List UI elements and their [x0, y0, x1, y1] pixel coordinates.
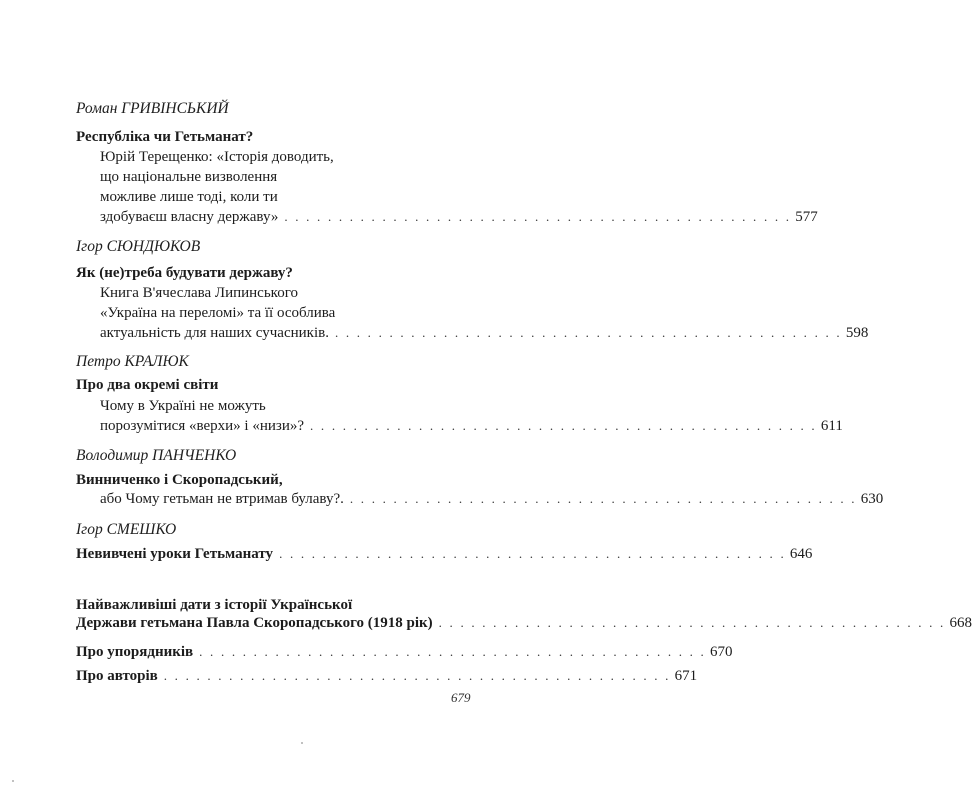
- page-number: 598: [845, 325, 869, 341]
- leader-dots: . . . . . . . . . . . . . . . . . . . . . . . . . . . . . . . . . . . . . . . . . . . . . . .: [284, 209, 792, 224]
- page-number: 630: [860, 491, 884, 507]
- essay-title: Як (не)треба будувати державу?: [76, 265, 293, 281]
- scan-speck: [12, 780, 14, 782]
- author-name: Ігор СЮНДЮКОВ: [76, 238, 201, 255]
- essay-title: Республіка чи Гетьманат?: [76, 129, 254, 145]
- toc-entry-authors[interactable]: [76, 667, 698, 685]
- toc-entry-compilers[interactable]: [76, 643, 733, 661]
- leader-dots: . . . . . . . . . . . . . . . . . . . . . . . . . . . . . . . . . . . . . . . . . . . . . . .: [163, 668, 671, 683]
- scan-speck: [301, 742, 303, 744]
- essay-subtitle-line: що національне визволення: [100, 169, 278, 185]
- toc-entry[interactable]: [100, 417, 843, 435]
- essay-subtitle-last-line: актуальність для наших сучасників.: [100, 325, 329, 341]
- essay-subtitle-last-line: здобуваєш власну державу»: [100, 209, 279, 225]
- author-name: Роман ГРИВІНСЬКИЙ: [76, 100, 229, 117]
- page-number: 671: [674, 668, 698, 684]
- compilers-title: Про упорядників: [76, 644, 194, 660]
- essay-subtitle-last-line: або Чому гетьман не втримав булаву?.: [100, 491, 344, 507]
- author-name: Володимир ПАНЧЕНКО: [76, 447, 237, 464]
- essay-subtitle-line: Юрій Терещенко: «Історія доводить,: [100, 149, 334, 165]
- appendix-title-line: Найважливіші дати з історії Української: [76, 597, 353, 613]
- leader-dots: . . . . . . . . . . . . . . . . . . . . . . . . . . . . . . . . . . . . . . . . . . . . . . .: [279, 546, 786, 561]
- essay-subtitle-line: Книга В'ячеслава Липинського: [100, 285, 298, 301]
- leader-dots: . . . . . . . . . . . . . . . . . . . . . . . . . . . . . . . . . . . . . . . . . . . . . . .: [334, 325, 842, 340]
- toc-entry[interactable]: [100, 490, 884, 508]
- essay-title: Про два окремі світи: [76, 377, 219, 393]
- toc-entry-appendix[interactable]: [76, 614, 972, 632]
- toc-entry[interactable]: [100, 324, 869, 342]
- leader-dots: . . . . . . . . . . . . . . . . . . . . . . . . . . . . . . . . . . . . . . . . . . . . . . .: [349, 491, 857, 506]
- page-number: 577: [795, 209, 818, 225]
- toc-entry[interactable]: [76, 545, 813, 563]
- essay-subtitle-line: Чому в Україні не можуть: [100, 398, 266, 414]
- author-name: Петро КРАЛЮК: [76, 353, 189, 370]
- leader-dots: . . . . . . . . . . . . . . . . . . . . . . . . . . . . . . . . . . . . . . . . . . . . . . .: [438, 615, 946, 630]
- essay-subtitle-last-line: порозумітися «верхи» і «низи»?: [100, 418, 305, 434]
- authors-title: Про авторів: [76, 668, 158, 684]
- appendix-title-line: Держави гетьмана Павла Скоропадського (1918 рік): [76, 615, 433, 631]
- author-name: Ігор СМЕШКО: [76, 521, 177, 538]
- leader-dots: . . . . . . . . . . . . . . . . . . . . . . . . . . . . . . . . . . . . . . . . . . . . . . .: [310, 418, 817, 433]
- essay-subtitle-line: можливе лише тоді, коли ти: [100, 189, 278, 205]
- page-number: 646: [789, 546, 813, 562]
- page-number: 611: [820, 418, 843, 434]
- page-number: 668: [949, 615, 972, 631]
- essay-subtitle-line: «Україна на переломі» та її особлива: [100, 305, 336, 321]
- page-number: 670: [710, 644, 733, 660]
- essay-title: Невивчені уроки Гетьманату: [76, 546, 274, 562]
- essay-title: Винниченко і Скоропадський,: [76, 472, 283, 488]
- folio-page-number: 679: [451, 690, 471, 705]
- leader-dots: . . . . . . . . . . . . . . . . . . . . . . . . . . . . . . . . . . . . . . . . . . . . . . .: [199, 644, 707, 659]
- toc-entry[interactable]: [100, 208, 818, 226]
